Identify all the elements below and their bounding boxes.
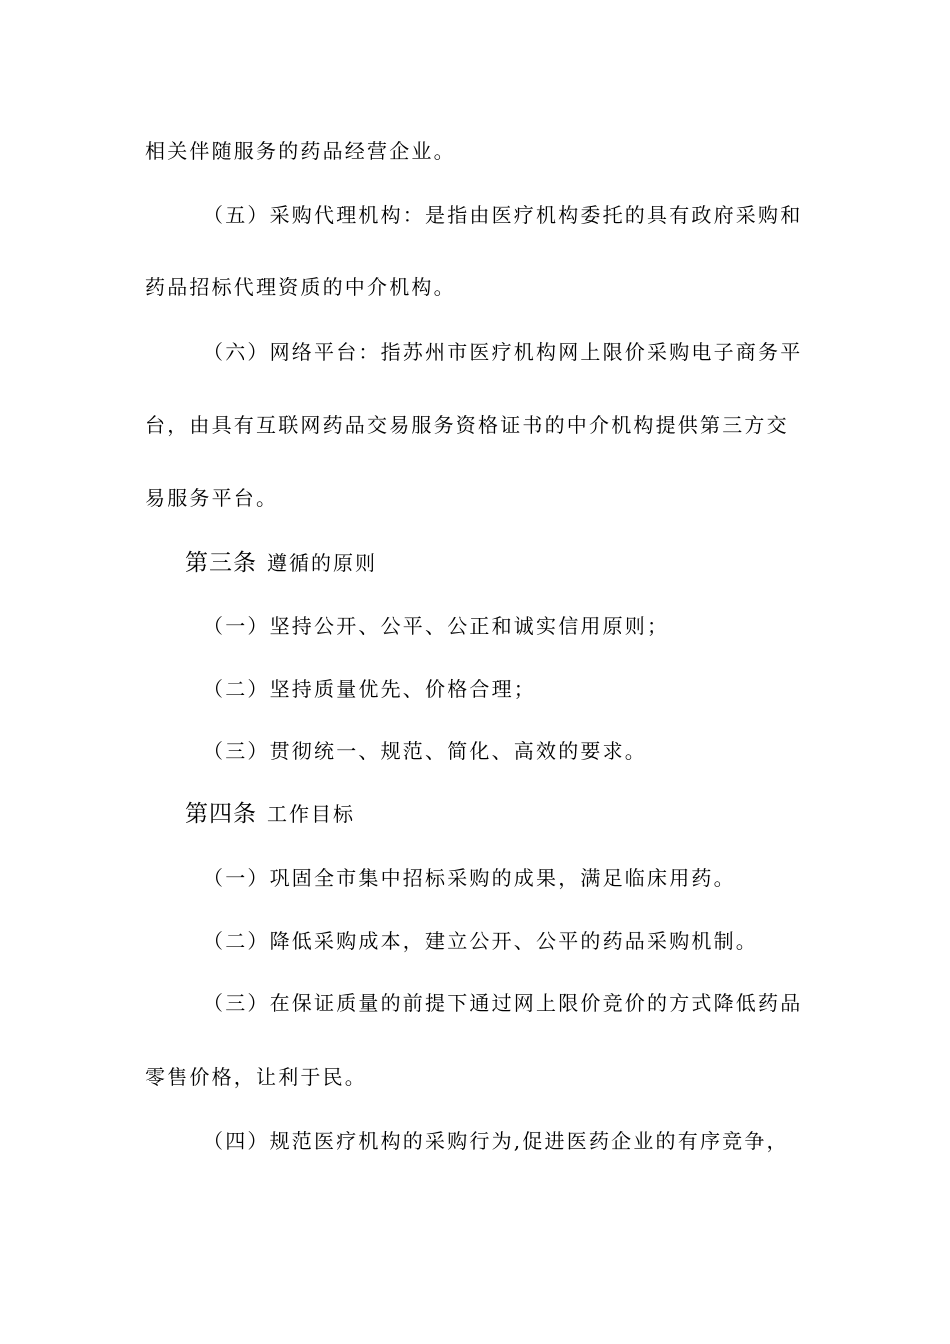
article-3-item-1: （一）坚持公开、公平、公正和诚实信用原则； bbox=[203, 614, 670, 638]
article-3-item-3: （三）贯彻统一、规范、简化、高效的要求。 bbox=[203, 739, 647, 763]
text-line-procurement-agency-cont: 药品招标代理资质的中介机构。 bbox=[145, 275, 456, 299]
text-line-network-platform: （六）网络平台：指苏州市医疗机构网上限价采购电子商务平 bbox=[203, 340, 803, 364]
article-4-item-3: （三）在保证质量的前提下通过网上限价竞价的方式降低药品 bbox=[203, 991, 803, 1015]
article-4-item-2: （二）降低采购成本，建立公开、公平的药品采购机制。 bbox=[203, 929, 758, 953]
article-4-item-1: （一）巩固全市集中招标采购的成果，满足临床用药。 bbox=[203, 866, 736, 890]
text-line-network-platform-cont: 台，由具有互联网药品交易服务资格证书的中介机构提供第三方交 bbox=[145, 413, 789, 437]
text-line-supplier-definition-end: 相关伴随服务的药品经营企业。 bbox=[145, 139, 456, 163]
article-4-number: 第四条 bbox=[185, 801, 257, 827]
article-3-heading bbox=[185, 548, 377, 580]
text-line-procurement-agency: （五）采购代理机构：是指由医疗机构委托的具有政府采购和 bbox=[203, 203, 803, 227]
article-3-item-2: （二）坚持质量优先、价格合理； bbox=[203, 677, 536, 701]
article-4-heading bbox=[185, 799, 355, 831]
text-line-network-platform-end: 易服务平台。 bbox=[145, 486, 279, 510]
article-3-title: 遵循的原则 bbox=[267, 551, 377, 575]
article-4-item-4: （四）规范医疗机构的采购行为,促进医药企业的有序竞争， bbox=[203, 1129, 789, 1153]
article-4-title: 工作目标 bbox=[267, 802, 355, 826]
article-4-item-3-cont: 零售价格，让利于民。 bbox=[145, 1065, 367, 1089]
article-3-number: 第三条 bbox=[185, 550, 257, 576]
